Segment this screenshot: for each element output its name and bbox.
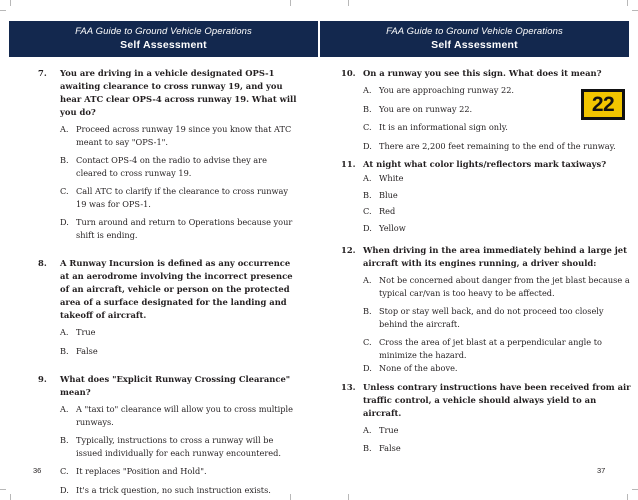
- question-list: [38, 67, 300, 500]
- answer-option: [363, 121, 631, 134]
- answer-option: [363, 140, 631, 153]
- page-header: [320, 21, 629, 57]
- answer-text: A "taxi to" clearance will allow you to cross multiple runways.: [76, 404, 293, 427]
- answer-option: [363, 442, 631, 455]
- crop-mark: [627, 0, 628, 6]
- header-title: Self Assessment: [431, 39, 518, 51]
- answer-text: It is an informational sign only.: [379, 122, 508, 132]
- answer-letter: D.: [363, 222, 372, 233]
- answer-text: You are on runway 22.: [379, 103, 473, 114]
- page-number: 37: [597, 466, 606, 475]
- question-13: [341, 381, 631, 455]
- question-text: Unless contrary instructions have been received from air traffic control, a vehicle should always yield to an aircraft.: [363, 381, 631, 418]
- answer-option: [363, 84, 631, 97]
- crop-mark: [627, 494, 628, 500]
- answer-letter: C.: [60, 466, 69, 476]
- question-8: [38, 257, 300, 357]
- answer-list: [363, 424, 631, 455]
- answer-letter: B.: [60, 435, 69, 445]
- answer-letter: C.: [363, 206, 372, 216]
- answer-text: True: [76, 327, 96, 337]
- runway-sign-text: 22: [591, 93, 615, 116]
- question-9: [38, 373, 300, 496]
- answer-letter: B.: [363, 103, 372, 114]
- answer-letter: A.: [363, 424, 372, 435]
- answer-option: [363, 103, 631, 116]
- question-number: 12.: [341, 245, 356, 255]
- answer-text: Not be concerned about danger from the jet blast because a typical car/van is too heavy to be affected.: [379, 275, 630, 298]
- answer-letter: A.: [60, 404, 69, 414]
- crop-mark: [348, 0, 349, 6]
- answer-option: [60, 403, 300, 428]
- question-text: At night what color lights/reflectors mark taxiways?: [363, 159, 607, 169]
- answer-text: Proceed across runway 19 since you know that ATC meant to say "OPS-1".: [76, 124, 292, 147]
- answer-option: [60, 345, 300, 358]
- answer-option: [363, 274, 631, 299]
- answer-letter: B.: [363, 443, 372, 453]
- answer-text: Typically, instructions to cross a runway will be issued individually for each runway encountered.: [76, 435, 281, 458]
- answer-option: [363, 424, 631, 437]
- answer-letter: A.: [60, 124, 69, 134]
- answer-letter: B.: [363, 306, 372, 316]
- answer-option: [60, 326, 300, 339]
- answer-letter: A.: [363, 173, 372, 183]
- answer-text: Blue: [379, 189, 398, 200]
- crop-mark: [10, 494, 11, 500]
- answer-list: [363, 274, 631, 375]
- answer-text: Cross the area of jet blast at a perpendicular angle to minimize the hazard.: [379, 337, 602, 360]
- answer-option: [363, 305, 631, 330]
- answer-option: [363, 172, 631, 185]
- answer-text: Contact OPS-4 on the radio to advise they are cleared to cross runway 19.: [76, 155, 267, 178]
- answer-option: [363, 189, 631, 202]
- page-header: [9, 21, 318, 57]
- answer-letter: A.: [60, 327, 69, 337]
- question-number: 7.: [38, 68, 47, 78]
- answer-text: None of the above.: [379, 363, 458, 373]
- question-number: 11.: [341, 159, 356, 169]
- crop-mark: [632, 10, 638, 11]
- answer-text: False: [76, 345, 98, 356]
- answer-text: There are 2,200 feet remaining to the end of the runway.: [379, 140, 616, 151]
- answer-text: Turn around and return to Operations because your shift is ending.: [76, 217, 293, 240]
- answer-text: Yellow: [379, 222, 406, 233]
- answer-letter: A.: [363, 85, 372, 95]
- header-subtitle: FAA Guide to Ground Vehicle Operations: [75, 26, 252, 37]
- answer-text: False: [379, 443, 401, 453]
- answer-option: [363, 336, 631, 361]
- answer-option: [60, 465, 300, 478]
- header-title: Self Assessment: [120, 39, 207, 51]
- page-number: 36: [33, 466, 42, 475]
- question-text: A Runway Incursion is defined as any occurrence at an aerodrome involving the incorrect presence of an aircraft, vehicle or person on the protected area of a surface designated for the landing and takeoff of aircraft.: [60, 258, 293, 320]
- answer-text: It's a trick question, no such instruction exists.: [76, 484, 271, 495]
- answer-list: [363, 172, 631, 234]
- crop-mark: [0, 489, 6, 490]
- answer-letter: C.: [60, 186, 69, 196]
- answer-text: Red: [379, 206, 396, 216]
- answer-text: Call ATC to clarify if the clearance to cross runway 19 was for OPS-1.: [76, 186, 289, 209]
- answer-text: True: [379, 424, 399, 435]
- answer-letter: D.: [363, 363, 372, 373]
- answer-text: You are approaching runway 22.: [379, 85, 515, 95]
- answer-list: [60, 326, 300, 357]
- answer-letter: A.: [363, 275, 372, 285]
- answer-option: [60, 123, 300, 148]
- question-7: [38, 67, 300, 241]
- question-number: 9.: [38, 374, 47, 384]
- answer-letter: C.: [363, 122, 372, 132]
- question-number: 10.: [341, 68, 356, 78]
- answer-option: [363, 222, 631, 235]
- answer-text: It replaces "Position and Hold".: [76, 466, 207, 476]
- crop-mark: [348, 494, 349, 500]
- answer-option: [60, 154, 300, 179]
- answer-text: Stop or stay well back, and do not proceed too closely behind the aircraft.: [379, 306, 604, 329]
- answer-letter: D.: [60, 217, 69, 227]
- answer-option: [363, 362, 631, 375]
- crop-mark: [632, 489, 638, 490]
- answer-list: [60, 123, 300, 241]
- question-text: When driving in the area immediately behind a large jet aircraft with its engines running, a driver should:: [363, 245, 627, 268]
- header-subtitle: FAA Guide to Ground Vehicle Operations: [386, 26, 563, 37]
- question-text: You are driving in a vehicle designated OPS-1 awaiting clearance to cross runway 19, and you hear ATC clear OPS-4 across runway 19. What will you do?: [60, 68, 297, 117]
- crop-mark: [290, 0, 291, 6]
- answer-letter: C.: [363, 337, 372, 347]
- answer-option: [60, 434, 300, 459]
- question-11: [341, 158, 631, 234]
- crop-mark: [0, 10, 6, 11]
- question-text: On a runway you see this sign. What does it mean?: [363, 68, 602, 78]
- answer-text: White: [379, 173, 404, 183]
- answer-letter: D.: [60, 484, 69, 495]
- answer-letter: B.: [363, 189, 372, 200]
- question-number: 8.: [38, 258, 47, 268]
- answer-list: [60, 403, 300, 496]
- question-text: What does "Explicit Runway Crossing Clearance" mean?: [60, 374, 291, 397]
- answer-letter: D.: [363, 140, 372, 151]
- answer-letter: B.: [60, 155, 69, 165]
- answer-letter: B.: [60, 345, 69, 356]
- question-list: [341, 67, 631, 461]
- question-10: [341, 67, 631, 152]
- question-12: [341, 244, 631, 375]
- answer-option: [363, 205, 631, 218]
- answer-option: [60, 484, 300, 497]
- question-number: 13.: [341, 381, 356, 392]
- crop-mark: [10, 0, 11, 6]
- answer-option: [60, 185, 300, 210]
- answer-option: [60, 216, 300, 241]
- right-page: [319, 0, 638, 500]
